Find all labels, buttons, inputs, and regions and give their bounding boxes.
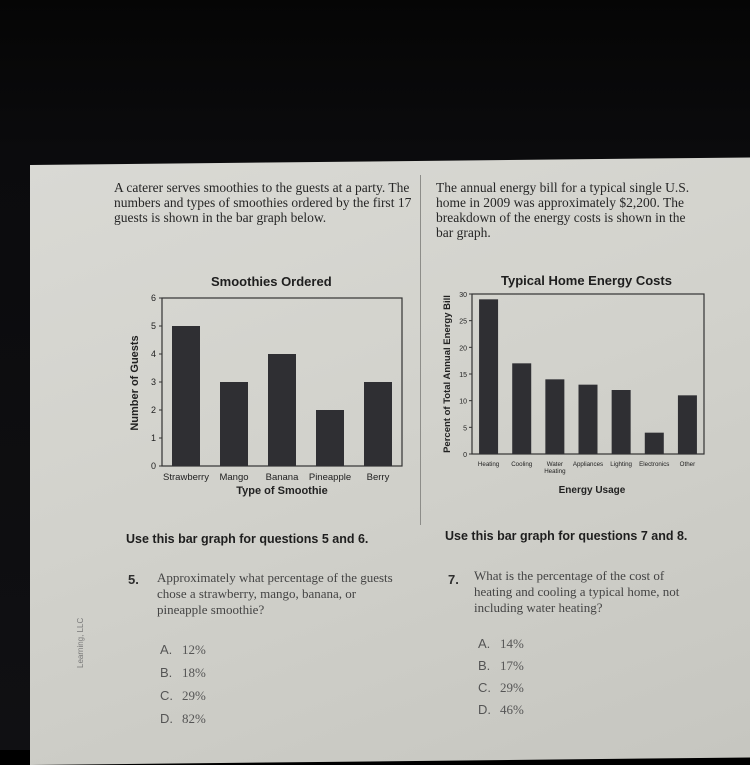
x-tick-label-line: Water <box>546 461 563 468</box>
energy-bar-chart <box>432 286 712 501</box>
choice-value: 14% <box>500 636 524 651</box>
x-tick-label: Banana <box>265 472 299 483</box>
y-tick-label: 15 <box>459 372 467 379</box>
energy-y-axis-label: Percent of Total Annual Energy Bill <box>442 295 453 453</box>
y-tick-label: 0 <box>150 461 156 471</box>
x-tick-label <box>544 461 566 475</box>
choice-letter: D. <box>160 711 173 726</box>
smoothie-chart-title: Smoothies Ordered <box>211 274 332 289</box>
question-5-choice-b[interactable] <box>160 665 206 681</box>
bar-berry <box>364 382 392 466</box>
x-tick-label: Heating <box>477 461 500 468</box>
choice-letter: C. <box>160 688 173 703</box>
choice-letter: D. <box>478 702 491 717</box>
choice-letter: C. <box>478 680 491 695</box>
copyright-text: Learning, LLC <box>76 617 85 668</box>
energy-chart-title: Typical Home Energy Costs <box>501 273 672 288</box>
question-5-choice-c[interactable] <box>160 688 206 704</box>
question-5-choice-a[interactable] <box>160 642 206 658</box>
y-tick-label: 1 <box>150 433 156 443</box>
y-tick-label: 10 <box>459 398 467 406</box>
x-tick-label: Other <box>679 461 696 468</box>
column-divider <box>420 175 421 525</box>
right-intro-text: The annual energy bill for a typical single U.S. home in 2009 was approximately $2,200. The breakdown of the energy costs is shown in the bar graph. <box>436 180 690 240</box>
x-tick-label: Strawberry <box>163 472 209 483</box>
bar-cooling <box>512 363 531 454</box>
choice-value: 29% <box>500 680 524 695</box>
x-tick-label: Mango <box>219 472 249 483</box>
choice-letter: A. <box>478 636 491 651</box>
y-tick-label: 5 <box>150 321 156 331</box>
choice-value: 12% <box>182 642 206 657</box>
question-7-choice-b[interactable] <box>478 658 524 674</box>
choice-value: 82% <box>182 711 206 726</box>
question-7-choice-a[interactable] <box>478 636 524 652</box>
x-tick-label: Berry <box>366 472 390 483</box>
question-5-text: Approximately what percentage of the guests chose a strawberry, mango, banana, or pineapple smoothie? <box>157 570 393 617</box>
question-5-number: 5. <box>128 572 139 587</box>
left-intro-text: A caterer serves smoothies to the guests at a party. The numbers and types of smoothies ordered by the first 17 guests is shown in the bar graph below. <box>114 180 412 225</box>
choice-value: 17% <box>500 658 524 673</box>
bar-banana <box>268 354 296 466</box>
y-tick-label: 20 <box>459 345 467 353</box>
x-tick-label: Cooling <box>511 461 533 468</box>
y-tick-label: 5 <box>463 425 467 433</box>
bar-appliances <box>579 385 598 454</box>
bar-strawberry <box>172 326 200 466</box>
y-tick-label: 30 <box>459 292 467 299</box>
y-tick-label: 2 <box>150 405 156 415</box>
smoothie-bar-chart <box>112 288 412 503</box>
y-tick-label: 25 <box>459 318 467 326</box>
question-7-number: 7. <box>448 572 459 587</box>
energy-x-axis-label: Energy Usage <box>558 485 626 496</box>
question-5-choice-d[interactable] <box>160 711 206 727</box>
x-tick-label-line: Heating <box>544 468 566 475</box>
y-tick-label: 0 <box>463 452 467 459</box>
bar-other <box>678 395 697 454</box>
choice-value: 18% <box>182 665 206 680</box>
x-tick-label: Pineapple <box>308 472 352 483</box>
bar-pineapple <box>316 410 344 466</box>
y-tick-label: 6 <box>150 293 156 303</box>
x-tick-label: Appliances <box>572 461 604 468</box>
choice-value: 29% <box>182 688 206 703</box>
question-7-text: What is the percentage of the cost of heating and cooling a typical home, not including water heating? <box>474 568 680 615</box>
x-tick-label: Lighting <box>610 461 632 468</box>
smoothie-y-axis-label: Number of Guests <box>129 335 141 431</box>
question-7-choice-c[interactable] <box>478 680 524 696</box>
choice-letter: B. <box>478 658 491 673</box>
bar-electronics <box>645 433 664 454</box>
choice-value: 46% <box>500 702 524 717</box>
y-tick-label: 4 <box>150 349 156 359</box>
left-use-instructions: Use this bar graph for questions 5 and 6. <box>126 532 369 546</box>
choice-letter: B. <box>160 665 173 680</box>
bar-lighting <box>612 390 631 454</box>
right-use-instructions: Use this bar graph for questions 7 and 8. <box>445 529 688 543</box>
y-tick-label: 3 <box>150 377 156 387</box>
bar-heating <box>479 299 498 454</box>
x-tick-label: Electronics <box>639 461 670 468</box>
smoothie-x-axis-label: Type of Smoothie <box>236 485 328 497</box>
bar-mango <box>220 382 248 466</box>
choice-letter: A. <box>160 642 173 657</box>
question-7-choice-d[interactable] <box>478 702 524 718</box>
bar-water-heating <box>545 379 564 454</box>
